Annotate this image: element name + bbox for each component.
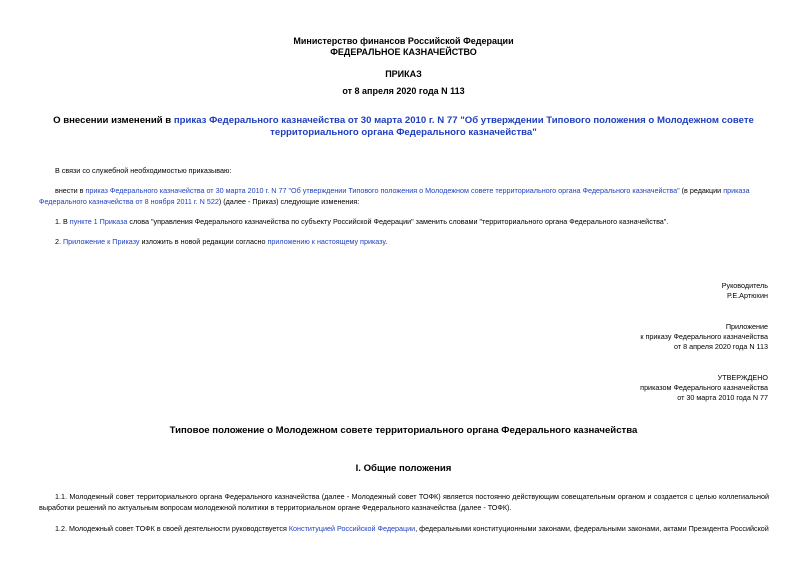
document-date-number: от 8 апреля 2020 года N 113 bbox=[342, 86, 465, 96]
item1-prefix: 1. В bbox=[55, 217, 70, 226]
document-type: ПРИКАЗ bbox=[385, 69, 422, 79]
item2-appendix-link[interactable]: Приложение к Приказу bbox=[63, 237, 140, 246]
constitution-link[interactable]: Конституцией Российской Федерации bbox=[288, 524, 416, 533]
document-title-line2 bbox=[0, 127, 807, 139]
clause-1-1: 1.1. Молодежный совет территориального органа Федерального казначейства (далее - Молодежный совет ТОФК) является постоянно действующим совещательным органом и создается с целью коллегиальной выработки решений по актуальным вопросам молодежной политики в территориальном органе Федерального казначейства (далее - ТОФК). bbox=[39, 492, 769, 512]
approved-line3: от 30 марта 2010 года N 77 bbox=[677, 393, 768, 402]
appendix-line2: к приказу Федерального казначейства bbox=[640, 332, 768, 341]
item1-suffix: слова "управления Федерального казначейства по субъекту Российской Федерации" заменить словами "территориального органа Федерального казначейства". bbox=[127, 217, 669, 226]
appendix-label: Приложение bbox=[725, 322, 768, 331]
item2-mid: изложить в новой редакции согласно bbox=[139, 237, 268, 246]
regulation-title: Типовое положение о Молодежном совете территориального органа Федерального казначейства bbox=[169, 425, 638, 436]
appendix-line3: от 8 апреля 2020 года N 113 bbox=[674, 342, 768, 351]
clause12-prefix: 1.2. Молодежный совет ТОФК в своей деятельности руководствуется bbox=[55, 524, 289, 533]
item-2 bbox=[55, 237, 387, 248]
amend-suffix: ) (далее - Приказ) следующие изменения: bbox=[218, 197, 360, 206]
approved-line2: приказом Федерального казначейства bbox=[640, 383, 768, 392]
amend-edition-link[interactable]: приказа bbox=[723, 186, 750, 195]
ministry-name: Министерство финансов Российской Федерации bbox=[293, 36, 514, 46]
amend-paragraph-line2 bbox=[39, 197, 359, 208]
item-1 bbox=[55, 217, 668, 228]
treasury-name: ФЕДЕРАЛЬНОЕ КАЗНАЧЕЙСТВО bbox=[330, 47, 477, 57]
document-title bbox=[0, 115, 807, 127]
amend-order-link[interactable]: приказ Федерального казначейства от 30 марта 2010 г. N 77 "Об утверждении Типового положения о Молодежном совете территориального органа Федерального казначейства" bbox=[85, 186, 680, 195]
clause12-suffix: , федеральными конституционными законами, федеральными законами, актами Президента Российской bbox=[415, 524, 769, 533]
title-order-link-cont[interactable]: территориального органа Федерального казначейства" bbox=[270, 127, 537, 138]
intro-paragraph: В связи со служебной необходимостью приказываю: bbox=[55, 166, 232, 175]
amend-prefix: внести в bbox=[55, 186, 86, 195]
item2-attachment-link[interactable]: приложению к настоящему приказу bbox=[267, 237, 386, 246]
signature-role: Руководитель bbox=[721, 281, 768, 290]
amend-edition-link-cont[interactable]: Федерального казначейства от 8 ноября 2011 г. N 522 bbox=[39, 197, 219, 206]
approved-label: УТВЕРЖДЕНО bbox=[717, 373, 768, 382]
clause-1-2 bbox=[55, 524, 769, 535]
amend-mid: (в редакции bbox=[679, 186, 724, 195]
title-order-link[interactable]: приказ Федерального казначейства от 30 марта 2010 г. N 77 "Об утверждении Типового положения о Молодежном совете bbox=[173, 115, 754, 126]
signature-name: Р.Е.Артюхин bbox=[726, 291, 768, 300]
item2-prefix: 2. bbox=[55, 237, 63, 246]
item1-link[interactable]: пункте 1 Приказа bbox=[69, 217, 128, 226]
amend-paragraph bbox=[55, 186, 750, 197]
title-prefix: О внесении изменений в bbox=[53, 115, 174, 126]
section-1-heading: I. Общие положения bbox=[355, 463, 452, 474]
item2-suffix: . bbox=[385, 237, 388, 246]
